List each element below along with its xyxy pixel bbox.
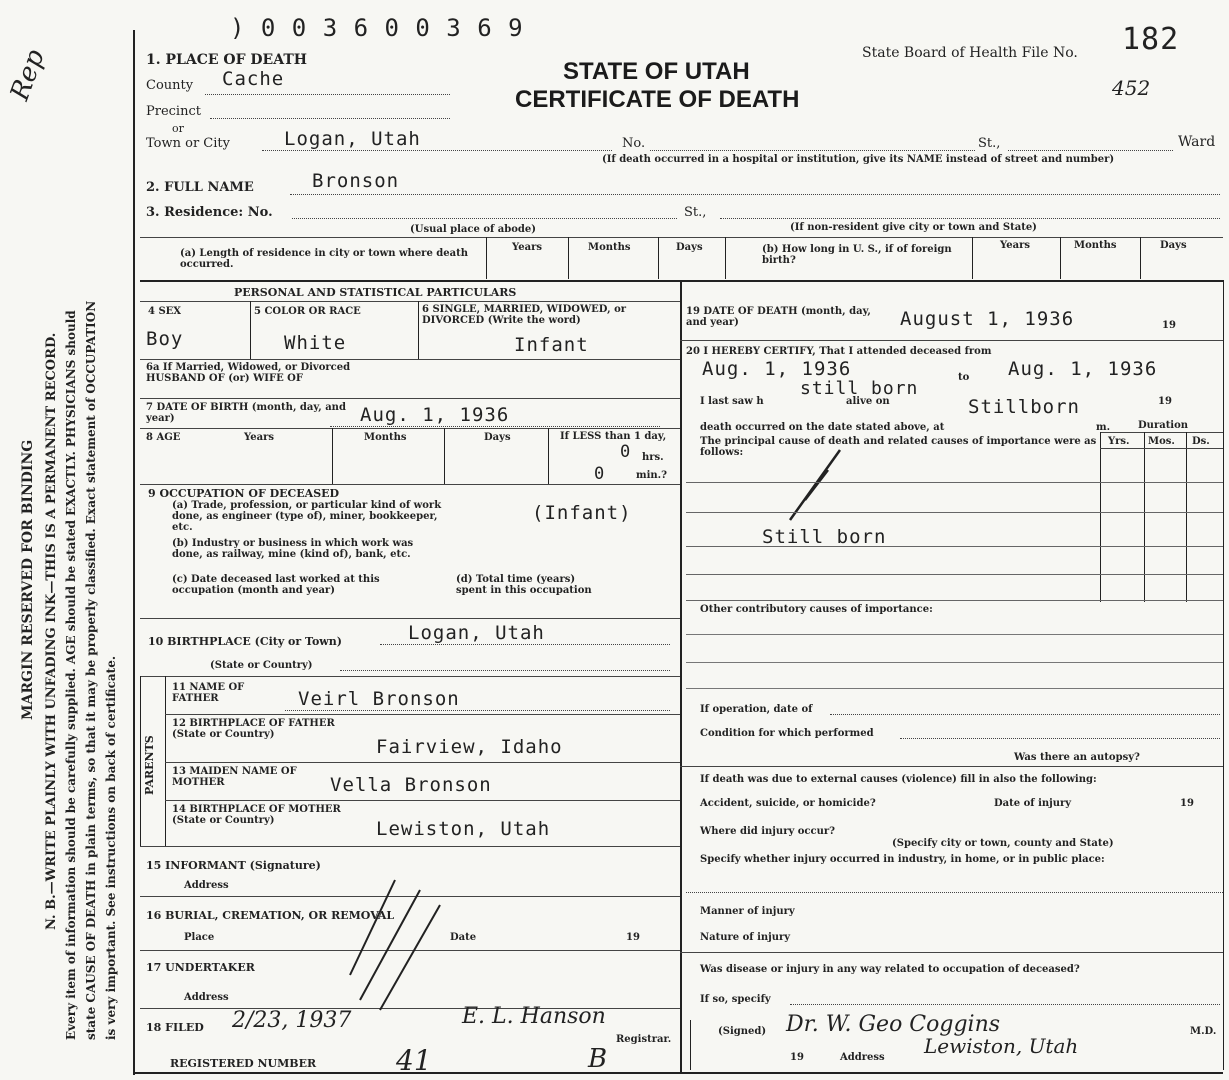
informant-address-label: Address: [184, 880, 229, 891]
disease-related-label: Was disease or injury in any way related to occupation of deceased?: [700, 964, 1080, 975]
registered-letter-value: B: [588, 1044, 608, 1074]
birthplace-value: Logan, Utah: [408, 622, 545, 644]
last-saw-label: I last saw h: [700, 396, 764, 407]
father-birthplace-value: Fairview, Idaho: [376, 736, 563, 758]
if-less-label: If LESS than 1 day,: [560, 431, 667, 442]
occ-c-label: (c) Date deceased last worked at this occupation (month and year): [172, 574, 380, 596]
registrar-signature: E. L. Hanson: [462, 1004, 606, 1029]
burial-date-label: Date: [450, 932, 477, 943]
undertaker-address-label: Address: [184, 992, 229, 1003]
signed-address-label: Address: [840, 1052, 885, 1063]
cause-value: Still born: [762, 526, 887, 548]
margin-instructions-line2: state CAUSE OF DEATH in plain terms, so that it may be properly classified. Exact statement of OCCUPATION: [84, 300, 98, 1040]
operation-label: If operation, date of: [700, 704, 813, 715]
burial-label: 16 BURIAL, CREMATION, OR REMOVAL: [146, 909, 395, 922]
usual-abode-note: (Usual place of abode): [410, 224, 536, 235]
specify-industry-label: Specify whether injury occurred in industry, in home, or in public place:: [700, 854, 1105, 865]
marital-value: Infant: [514, 334, 589, 356]
sex-value: Boy: [146, 328, 184, 350]
parents-label: PARENTS: [143, 735, 156, 795]
undertaker-label: 17 UNDERTAKER: [146, 961, 255, 974]
place-of-death-label: 1. PLACE OF DEATH: [146, 52, 307, 68]
yrs-label: Yrs.: [1108, 436, 1130, 447]
external-causes-label: If death was due to external causes (violence) fill in also the following:: [700, 774, 1097, 785]
age-days-label: Days: [484, 432, 511, 443]
length-residence-label: (a) Length of residence in city or town where death occurred.: [180, 248, 469, 270]
min-label: min.?: [636, 470, 667, 481]
res-st-label: St.,: [684, 205, 707, 220]
us-days-label: Days: [1160, 240, 1187, 251]
margin-binding-note: MARGIN RESERVED FOR BINDING: [20, 439, 36, 720]
where-injury-label: Where did injury occur?: [700, 826, 836, 837]
ds-label: Ds.: [1192, 436, 1210, 447]
file-no-sub: 452: [1112, 76, 1151, 100]
father-birthplace-label: 12 BIRTHPLACE OF FATHER (State or Country): [172, 718, 335, 740]
registered-number-value: 41: [396, 1044, 432, 1077]
res-years-label: Years: [512, 242, 543, 253]
occ-b-label: (b) Industry or business in which work was done, as railway, mine (kind of), bank, etc.: [172, 538, 414, 560]
physician-address: Lewiston, Utah: [924, 1034, 1079, 1058]
residence-label: 3. Residence: No.: [146, 205, 273, 220]
margin-permanent-record-note: N. B.—WRITE PLAINLY WITH UNFADING INK—THIS IS A PERMANENT RECORD.: [44, 332, 59, 930]
res-months-label: Months: [588, 242, 631, 253]
date-injury-label: Date of injury: [994, 798, 1072, 809]
signed-label: (Signed): [718, 1026, 767, 1037]
occ-a-label: (a) Trade, profession, or particular kind of work done, as engineer (type of), miner, bookkeeper, etc.: [172, 500, 442, 533]
manner-label: Manner of injury: [700, 906, 795, 917]
filed-label: 18 FILED: [146, 1021, 204, 1034]
alive-on-label: alive on: [846, 396, 890, 407]
or-label: or: [172, 122, 184, 135]
sex-label: 4 SEX: [148, 306, 182, 317]
hrs-value: 0: [620, 442, 632, 462]
certify-label: 20 I HEREBY CERTIFY, That I attended deceased from: [686, 346, 992, 357]
age-years-label: Years: [244, 432, 275, 443]
nonresident-note: (If non-resident give city or town and State): [790, 222, 1037, 233]
father-name-value: Veirl Bronson: [298, 688, 460, 710]
hrs-label: hrs.: [642, 452, 664, 463]
last-saw-19-label: 19: [1158, 396, 1172, 407]
condition-label: Condition for which performed: [700, 728, 874, 739]
color-label: 5 COLOR OR RACE: [254, 306, 361, 317]
accident-label: Accident, suicide, or homicide?: [700, 798, 876, 809]
mother-birthplace-label: 14 BIRTHPLACE OF MOTHER (State or Country): [172, 804, 341, 826]
how-long-us-label: (b) How long in U. S., if of foreign birth?: [762, 244, 952, 266]
file-no-label: State Board of Health File No.: [862, 45, 1078, 61]
age-months-label: Months: [364, 432, 407, 443]
principal-cause-label: The principal cause of death and related causes of importance were as follows:: [700, 436, 1097, 458]
mother-birthplace-value: Lewiston, Utah: [376, 818, 551, 840]
marital-label: 6 SINGLE, MARRIED, WIDOWED, or DIVORCED (Write the word): [422, 304, 627, 326]
date-injury-19-label: 19: [1180, 798, 1194, 809]
margin-handwritten-mark: Rep: [4, 45, 51, 105]
if-so-label: If so, specify: [700, 994, 771, 1005]
min-value: 0: [594, 464, 606, 484]
autopsy-label: Was there an autopsy?: [1014, 752, 1140, 763]
county-value: Cache: [222, 68, 285, 90]
date-of-death-value: August 1, 1936: [900, 308, 1075, 330]
us-years-label: Years: [1000, 240, 1031, 251]
occupation-label: 9 OCCUPATION OF DECEASED: [148, 487, 340, 500]
no-label: No.: [622, 136, 646, 151]
mos-label: Mos.: [1148, 436, 1175, 447]
mother-name-label: 13 MAIDEN NAME OF MOTHER: [172, 766, 297, 788]
death-occurred-label: death occurred on the date stated above, at: [700, 422, 945, 433]
state-title: STATE OF UTAH: [563, 58, 750, 85]
date-of-death-label: 19 DATE OF DEATH (month, day, and year): [686, 306, 871, 328]
ward-label: Ward: [1178, 134, 1216, 150]
registered-number-label: REGISTERED NUMBER: [170, 1057, 317, 1070]
m-label: m.: [1096, 422, 1111, 433]
spouse-label: 6a If Married, Widowed, or Divorced HUSBAND OF (or) WIFE OF: [146, 362, 351, 384]
mother-name-value: Vella Bronson: [330, 774, 492, 796]
last-saw-value: Stillborn: [968, 396, 1080, 418]
margin-instructions-line1: Every item of information should be carefully supplied. AGE should be stated EXACTLY. PHYSICIANS should: [64, 310, 78, 1040]
margin-instructions-line3: is very important. See instructions on back of certificate.: [104, 655, 118, 1040]
specify-city-note: (Specify city or town, county and State): [892, 838, 1114, 849]
filed-value: 2/23, 1937: [232, 1008, 352, 1033]
burial-place-label: Place: [184, 932, 215, 943]
physician-signature: Dr. W. Geo Coggins: [786, 1012, 1001, 1037]
county-label: County: [146, 78, 194, 93]
occ-d-label: (d) Total time (years) spent in this occupation: [456, 574, 592, 596]
city-value: Logan, Utah: [284, 128, 421, 150]
nature-label: Nature of injury: [700, 932, 791, 943]
res-days-label: Days: [676, 242, 703, 253]
still-born-note: still born: [800, 378, 919, 399]
informant-label: 15 INFORMANT (Signature): [146, 859, 321, 872]
birthplace-state-label: (State or Country): [210, 660, 313, 671]
document-number: ) 0 0 3 6 0 0 3 6 9: [230, 14, 524, 42]
personal-header: PERSONAL AND STATISTICAL PARTICULARS: [234, 286, 517, 299]
town-city-label: Town or City: [146, 136, 230, 151]
dob-value: Aug. 1, 1936: [360, 404, 510, 426]
precinct-label: Precinct: [146, 104, 201, 119]
file-no-value: 182: [1122, 22, 1180, 57]
burial-19-label: 19: [626, 932, 640, 943]
dob-label: 7 DATE OF BIRTH (month, day, and year): [146, 402, 346, 424]
father-name-label: 11 NAME OF FATHER: [172, 682, 245, 704]
hospital-note: (If death occurred in a hospital or institution, give its NAME instead of street and number): [602, 154, 1115, 165]
full-name-value: Bronson: [312, 170, 400, 192]
occupation-value: (Infant): [532, 502, 632, 524]
attended-to-value: Aug. 1, 1936: [1008, 358, 1158, 380]
other-causes-label: Other contributory causes of importance:: [700, 604, 933, 615]
age-label: 8 AGE: [146, 432, 181, 443]
color-value: White: [284, 332, 347, 354]
attended-from-value: Aug. 1, 1936: [702, 358, 852, 380]
us-months-label: Months: [1074, 240, 1117, 251]
date-of-death-19-label: 19: [1162, 320, 1176, 331]
birthplace-label: 10 BIRTHPLACE (City or Town): [148, 635, 342, 648]
md-label: M.D.: [1190, 1026, 1217, 1037]
st-label: St.,: [978, 136, 1001, 151]
signed-19-label: 19: [790, 1052, 804, 1063]
certificate-title: CERTIFICATE OF DEATH: [515, 86, 800, 113]
full-name-label: 2. FULL NAME: [146, 180, 254, 195]
to-label: to: [958, 372, 970, 383]
registrar-label: Registrar.: [616, 1034, 672, 1045]
duration-label: Duration: [1138, 420, 1189, 431]
